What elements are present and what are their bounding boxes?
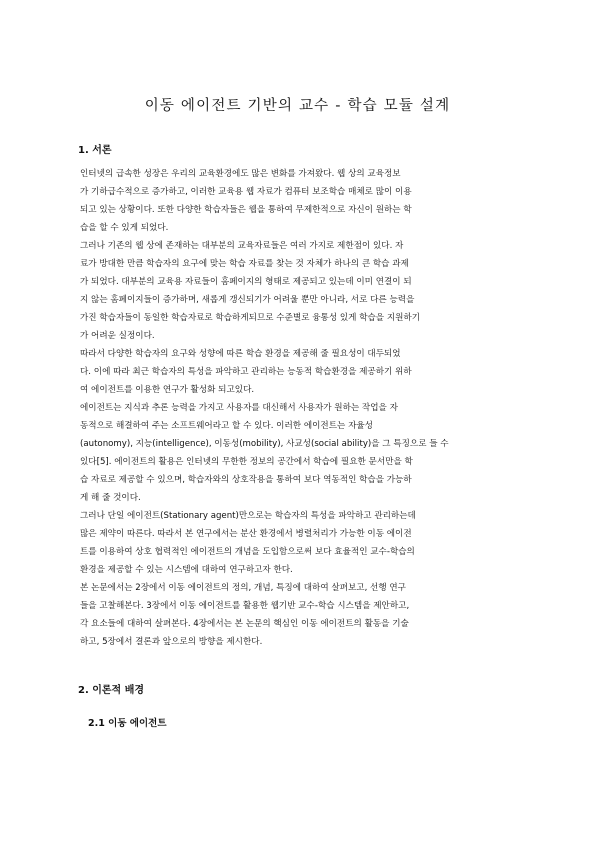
paragraph: 그러나 단일 에이전트(Stationary agent)만으로는 학습자의 특성을 파악하고 관리하는데 많은 제약이 따른다. 따라서 본 연구에서는 분산 환경에서 병렬처리가 가능한 이동 에이전 트를 이용하여 상호 협력적인 에이전트의 개념을 도입함으로써 보다 효율적인 교수-학습의 환경을 제공할 수 있는 시스템에 대하여 연구하고자 한다. — [80, 511, 416, 575]
paragraph: 에이전트는 지식과 추론 능력을 가지고 사용자를 대신해서 사용자가 원하는 작업을 자 동적으로 해결하여 주는 소프트웨어라고 할 수 있다. 이러한 에이전트는 자율성 (autonomy), 지능(intelligence), 이동성(mobility), 사교성(social ability)을 그 특징으로 들 수 있다[5]. 에이전트의 활용은 인터넷의 무한한 정보의 공간에서 학습에 필요한 문서만을 학 습 자료로 제공할 수 있으며, 학습자와의 상호작용을 통하여 보다 역동적인 학습을 가능하 게 해 줄 것이다. — [80, 403, 449, 503]
section-heading-background: 2. 이론적 배경 — [78, 685, 145, 696]
document-title: 이동 에이전트 기반의 교수 - 학습 모듈 설계 — [144, 98, 451, 114]
subsection-heading-mobile-agent: 2.1 이동 에이전트 — [88, 718, 167, 729]
paragraph: 인터넷의 급속한 성장은 우리의 교육환경에도 많은 변화를 가져왔다. 웹 상의 교육정보 가 기하급수적으로 증가하고, 이러한 교육용 웹 자료가 컴퓨터 보조학습 매체로 많이 이용 되고 있는 상황이다. 또한 다양한 학습자들은 웹을 통하여 무제한적으로 자신이 원하는 학 습을 할 수 있게 되었다. — [80, 169, 412, 233]
paragraph: 본 논문에서는 2장에서 이동 에이전트의 정의, 개념, 특징에 대하여 살펴보고, 선행 연구 들을 고찰해본다. 3장에서 이동 에이전트를 활용한 웹기반 교수-학습 시스템을 제안하고, 각 요소들에 대하여 살펴본다. 4장에서는 본 논문의 핵심인 이동 에이전트의 활동을 기술 하고, 5장에서 결론과 앞으로의 방향을 제시한다. — [80, 583, 410, 647]
paragraph: 따라서 다양한 학습자의 요구와 성향에 따른 학습 환경을 제공해 줄 필요성이 대두되었 다. 이에 따라 최근 학습자의 특성을 파악하고 관리하는 능동적 학습환경을 제공하기 위하 여 에이전트를 이용한 연구가 활성화 되고있다. — [80, 349, 412, 395]
section-body-introduction — [80, 165, 517, 651]
paragraph: 그러나 기존의 웹 상에 존재하는 대부분의 교육자료들은 여러 가지로 제한점이 있다. 자 료가 방대한 만큼 학습자의 요구에 맞는 학습 자료를 찾는 것 자체가 하나의 큰 학습 과제 가 되었다. 대부분의 교육용 자료들이 홈페이지의 형태로 제공되고 있는데 이미 연결이 되 지 않는 홈페이지들이 증가하며, 새롭게 갱신되기가 어려울 뿐만 아니라, 서로 다른 능력을 가진 학습자들이 동일한 학습자료로 학습하게되므로 수준별로 융통성 있게 학습을 지원하기 가 어려운 실정이다. — [80, 241, 421, 341]
section-heading-introduction: 1. 서론 — [78, 145, 112, 156]
